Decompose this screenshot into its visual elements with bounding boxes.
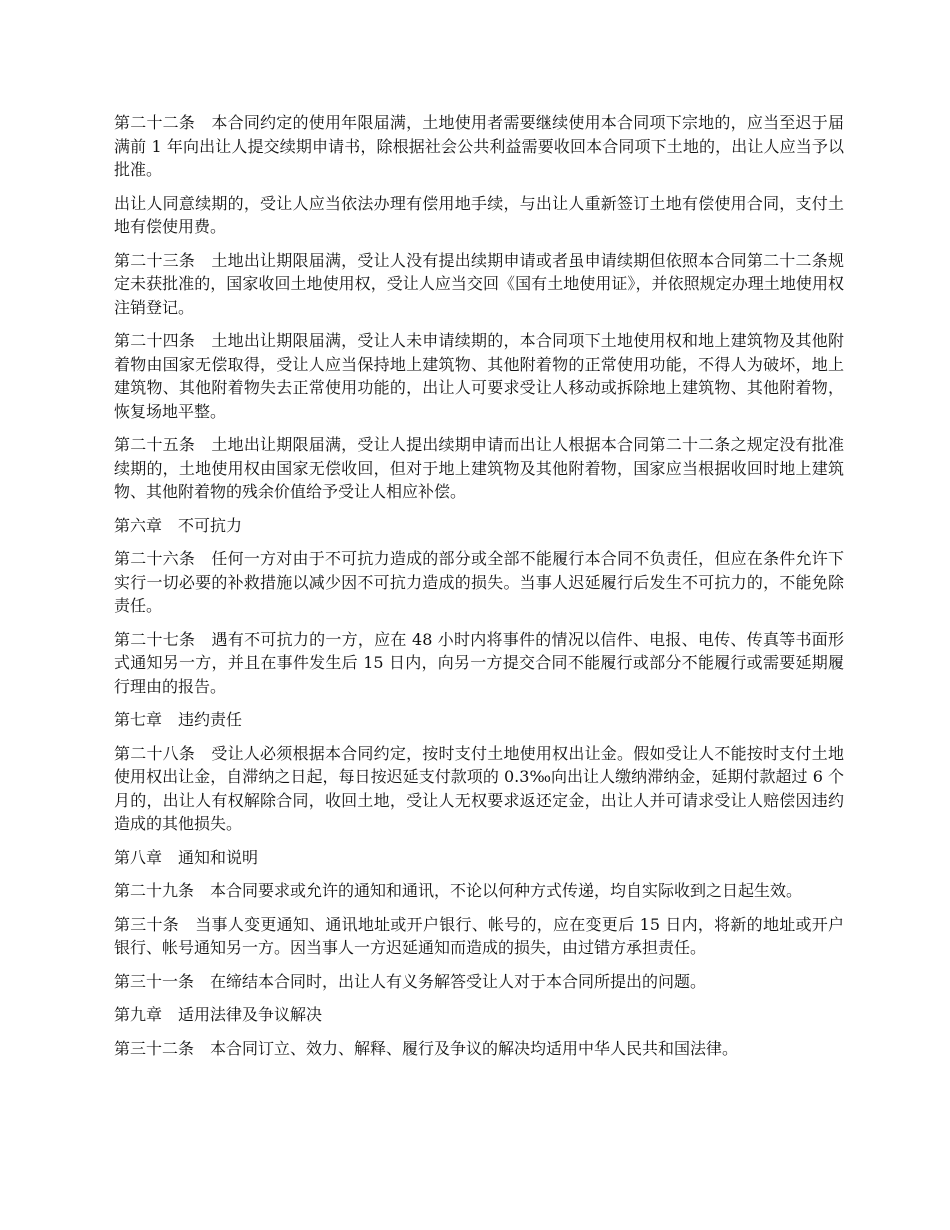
clause-24: 第二十四条 土地出让期限届满，受让人未申请续期的，本合同项下土地使用权和地上建筑物及其他附着物由国家无偿取得，受让人应当保持地上建筑物、其他附着物的正常使用功能，不得人为破坏，地上建筑物、其他附着物失去正常使用功能的，出让人可要求受让人移动或拆除地上建筑物、其他附着物，恢复场地平整。: [114, 331, 844, 421]
clause-22: 第二十二条 本合同约定的使用年限届满，土地使用者需要继续使用本合同项下宗地的，应当至迟于届满前 1 年向出让人提交续期申请书，除根据社会公共利益需要收回本合同项下土地的，出让人应当予以批准。: [114, 113, 844, 179]
clause-25: 第二十五条 土地出让期限届满，受让人提出续期申请而出让人根据本合同第二十二条之规定没有批准续期的，土地使用权由国家无偿收回，但对于地上建筑物及其他附着物，国家应当根据收回时地上建筑物、其他附着物的残余价值给予受让人相应补偿。: [114, 435, 844, 501]
clause-29: 第二十九条 本合同要求或允许的通知和通讯，不论以何种方式传递，均自实际收到之日起生效。: [114, 881, 803, 900]
clause-22-renewal: 出让人同意续期的，受让人应当依法办理有偿用地手续，与出让人重新签订土地有偿使用合同，支付土地有偿使用费。: [114, 193, 844, 236]
clause-28: 第二十八条 受让人必须根据本合同约定，按时支付土地使用权出让金。假如受让人不能按时支付土地使用权出让金，自滞纳之日起，每日按迟延支付款项的 0.3‰向出让人缴纳滞纳金，延期付款超过 6 个月的，出让人有权解除合同，收回土地，受让人无权要求返还定金，出让人并可请求受让人赔偿因违约造成的其他损失。: [114, 743, 844, 833]
chapter-8-heading: 第八章 通知和说明: [114, 847, 259, 867]
clause-26: 第二十六条 任何一方对由于不可抗力造成的部分或全部不能履行本合同不负责任，但应在条件允许下实行一切必要的补救措施以减少因不可抗力造成的损失。当事人迟延履行后发生不可抗力的，不能免除责任。: [114, 549, 844, 615]
chapter-7-heading: 第七章 违约责任: [114, 710, 243, 729]
chapter-6-heading: 第六章 不可抗力: [114, 515, 243, 535]
chapter-9-heading: 第九章 适用法律及争议解决: [114, 1005, 323, 1024]
clause-27: 第二十七条 遇有不可抗力的一方，应在 48 小时内将事件的情况以信件、电报、电传、传真等书面形式通知另一方，并且在事件发生后 15 日内，向另一方提交合同不能履行或部分不能履行或需要延期履行理由的报告。: [114, 629, 844, 696]
clause-30: 第三十条 当事人变更通知、通讯地址或开户银行、帐号的，应在变更后 15 日内，将新的地址或开户银行、帐号通知另一方。因当事人一方迟延通知而造成的损失，由过错方承担责任。: [114, 914, 844, 957]
document-body: [114, 111, 844, 1070]
clause-23: 第二十三条 土地出让期限届满，受让人没有提出续期申请或者虽申请续期但依照本合同第二十二条规定未获批准的，国家收回土地使用权，受让人应当交回《国有土地使用证》，并依照规定办理土地使用权注销登记。: [114, 250, 844, 317]
clause-31: 第三十一条 在缔结本合同时，出让人有义务解答受让人对于本合同所提出的问题。: [114, 971, 707, 991]
clause-32: 第三十二条 本合同订立、效力、解释、履行及争议的解决均适用中华人民共和国法律。: [114, 1038, 739, 1058]
